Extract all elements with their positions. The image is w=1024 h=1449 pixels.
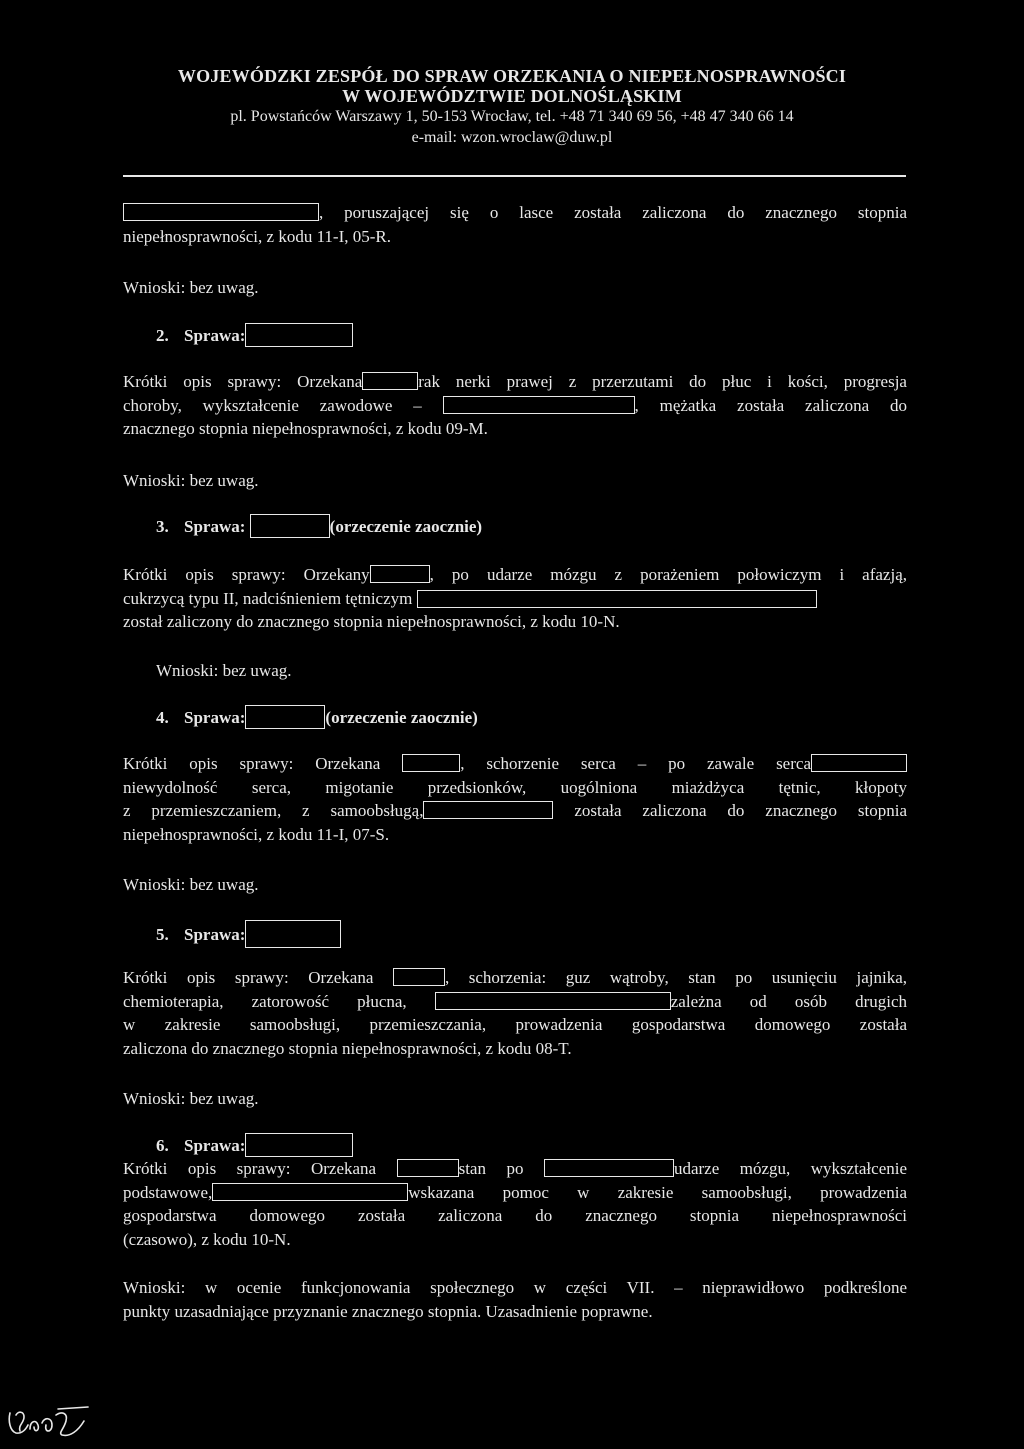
case-3-conclusion: Wnioski: bez uwag. [156, 661, 292, 680]
redaction-box [245, 1133, 353, 1157]
redaction-box [362, 372, 418, 390]
redaction-box [245, 705, 325, 729]
case-4-description: Krótki opis sprawy: Orzekana , schorzenie serca – po zawale serca niewydolność serca, migotanie przedsionków, uogólniona miażdżyca tętnic, kłopoty z przemieszczaniem, z samoobsługą, została zaliczona do znacznego stopnia niepełnosprawności, z kodu 11-I, 07-S. [123, 754, 907, 844]
institution-address: pl. Powstańców Warszawy 1, 50-153 Wrocław, tel. +48 71 340 69 56, +48 47 340 66 14 [230, 108, 794, 125]
redaction-box [123, 203, 319, 221]
redaction-box [402, 754, 460, 772]
case-6-heading: 6. Sprawa: [156, 1133, 353, 1157]
header-divider [123, 175, 906, 177]
case-1-description: , poruszającej się o lasce została zaliczona do znacznego stopnia niepełnosprawności, z kodu 11-I, 05-R. [123, 203, 907, 246]
case-6-description: Krótki opis sprawy: Orzekana stan po udarze mózgu, wykształcenie podstawowe, wskazana pomoc w zakresie samoobsługi, prowadzenia gospodarstwa domowego została zaliczona do znacznego stopnia niepełnosprawności (czasowo), z kodu 10-N. [123, 1159, 908, 1249]
letterhead [0, 66, 1024, 148]
redaction-box [443, 396, 635, 414]
handwritten-initials [6, 1403, 90, 1439]
case-3-heading: 3. Sprawa: (orzeczenie zaocznie) [156, 514, 482, 538]
case-4-conclusion: Wnioski: bez uwag. [123, 875, 259, 894]
case-4-heading: 4. Sprawa: (orzeczenie zaocznie) [156, 705, 478, 729]
redaction-box [245, 323, 353, 347]
institution-region: W WOJEWÓDZTWIE DOLNOŚLĄSKIM [342, 86, 682, 106]
institution-name: WOJEWÓDZKI ZESPÓŁ DO SPRAW ORZEKANIA O NIEPEŁNOSPRAWNOŚCI [177, 66, 847, 86]
redaction-box [811, 754, 907, 772]
case-1-conclusion: Wnioski: bez uwag. [123, 278, 259, 297]
redaction-box [435, 992, 671, 1010]
case-3-description: Krótki opis sprawy: Orzekany , po udarze mózgu z porażeniem połowiczym i afazją, cukrzycą typu II, nadciśnieniem tętniczym został zaliczony do znacznego stopnia niepełnosprawności, z kodu 10-N. [123, 565, 908, 631]
redaction-box [245, 920, 341, 948]
case-2-description: Krótki opis sprawy: Orzekana rak nerki prawej z przerzutami do płuc i kości, progresja choroby, wykształcenie zawodowe – , mężatka została zaliczona do znacznego stopnia niepełnosprawności, z kodu 09-M. [123, 372, 907, 438]
redaction-box [370, 565, 430, 583]
case-6-conclusion: Wnioski: w ocenie funkcjonowania społecznego w części VII. – nieprawidłowo podkreślone punkty uzasadniające przyznanie znacznego stopnia. Uzasadnienie poprawne. [123, 1278, 907, 1321]
redaction-box [393, 968, 445, 986]
redaction-box [212, 1183, 408, 1201]
case-2-heading: 2. Sprawa: [156, 323, 353, 347]
case-5-heading: 5. Sprawa: [156, 920, 341, 948]
case-2-conclusion: Wnioski: bez uwag. [123, 471, 259, 490]
case-5-conclusion: Wnioski: bez uwag. [123, 1089, 259, 1108]
redaction-box [417, 590, 817, 608]
institution-email: e-mail: wzon.wroclaw@duw.pl [411, 129, 613, 146]
redaction-box [423, 801, 553, 819]
case-5-description: Krótki opis sprawy: Orzekana , schorzenia: guz wątroby, stan po usunięciu jajnika, chemioterapia, zatorowość płucna, zależna od osób drugich w zakresie samoobsługi, przemieszczania, prowadzenia gospodarstwa domowego została zaliczona do znacznego stopnia niepełnosprawności, z kodu 08-T. [123, 968, 908, 1058]
redaction-box [544, 1159, 674, 1177]
redaction-box [250, 514, 330, 538]
redaction-box [397, 1159, 459, 1177]
